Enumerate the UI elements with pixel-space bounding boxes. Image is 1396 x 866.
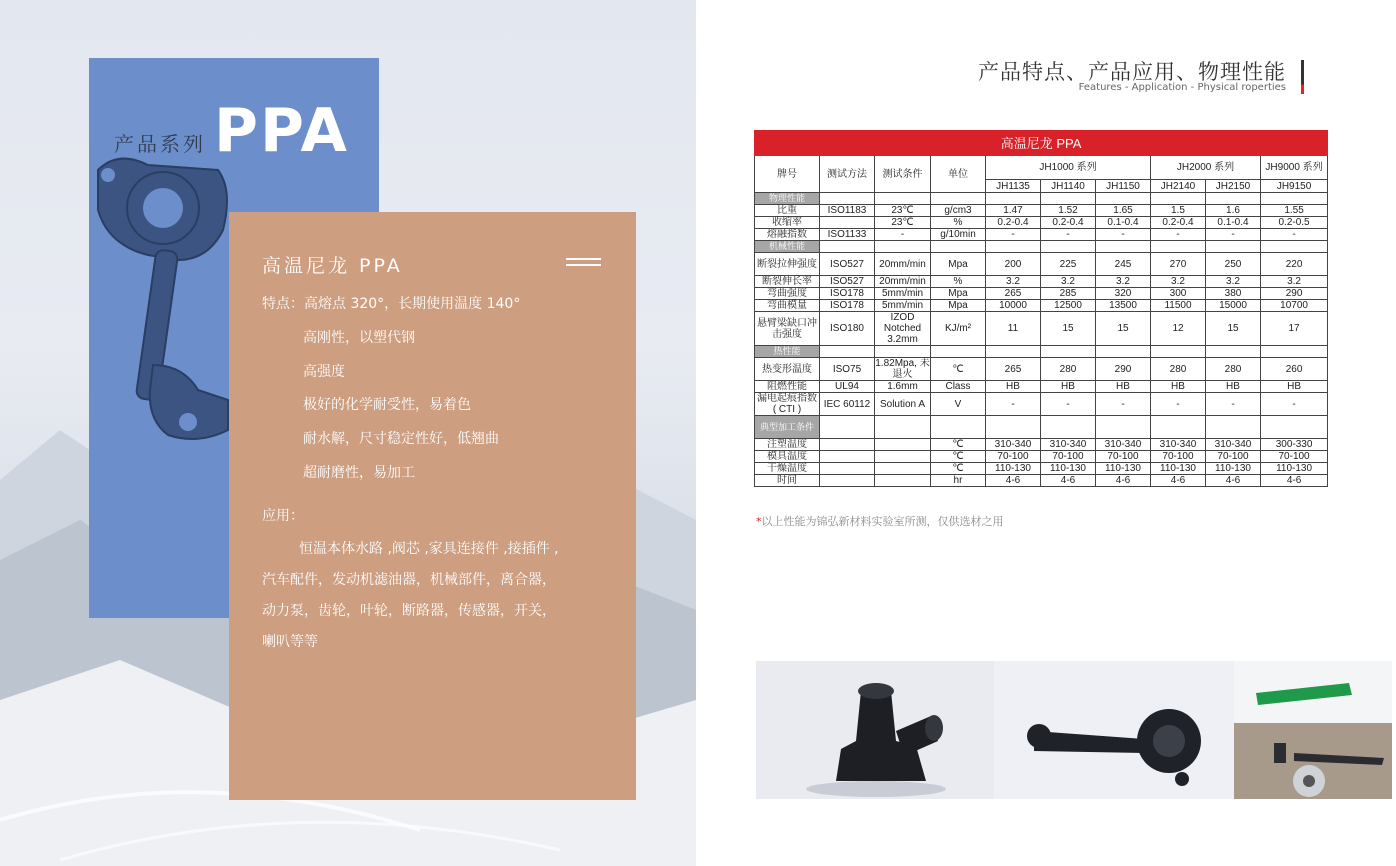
cell-test-method bbox=[820, 439, 875, 451]
empty-cell bbox=[875, 346, 931, 358]
header-test-method: 测试方法 bbox=[820, 156, 875, 193]
empty-cell bbox=[820, 241, 875, 253]
cell-jh9150: 260 bbox=[1261, 358, 1328, 381]
empty-cell bbox=[1261, 346, 1328, 358]
header-test-condition: 测试条件 bbox=[875, 156, 931, 193]
empty-cell bbox=[1041, 241, 1096, 253]
empty-cell bbox=[875, 241, 931, 253]
cell-jh2140: 1.5 bbox=[1151, 205, 1206, 217]
cell-jh2150: 3.2 bbox=[1206, 276, 1261, 288]
cell-jh2150: - bbox=[1206, 393, 1261, 416]
cell-unit: Mpa bbox=[931, 300, 986, 312]
application-line: 汽车配件，发动机滤油器，机械部件，离合器， bbox=[262, 572, 556, 588]
cell-test-method bbox=[820, 463, 875, 475]
cell-jh2140: 280 bbox=[1151, 358, 1206, 381]
cell-jh2140: - bbox=[1151, 393, 1206, 416]
cell-unit: % bbox=[931, 276, 986, 288]
cell-unit: Mpa bbox=[931, 253, 986, 276]
cell-jh1135: 110-130 bbox=[986, 463, 1041, 475]
cell-jh2140: 70-100 bbox=[1151, 451, 1206, 463]
cell-jh2140: 300 bbox=[1151, 288, 1206, 300]
cell-test-method: ISO178 bbox=[820, 288, 875, 300]
cell-property: 断裂伸长率 bbox=[755, 276, 820, 288]
empty-cell bbox=[1206, 346, 1261, 358]
series-name: PPA bbox=[214, 96, 349, 166]
table-row bbox=[755, 229, 1328, 241]
cell-jh2150: 70-100 bbox=[1206, 451, 1261, 463]
header-grade-jh2150: JH2150 bbox=[1206, 180, 1261, 193]
cell-jh1135: 70-100 bbox=[986, 451, 1041, 463]
cell-jh9150: 300-330 bbox=[1261, 439, 1328, 451]
panel-title: 高温尼龙 PPA bbox=[262, 255, 403, 277]
table-row bbox=[755, 381, 1328, 393]
cell-test-condition: 23℃ bbox=[875, 217, 931, 229]
cell-test-condition bbox=[875, 463, 931, 475]
cell-test-condition: 20mm/min bbox=[875, 276, 931, 288]
cell-jh2150: 110-130 bbox=[1206, 463, 1261, 475]
header-series-jh1000: JH1000 系列 bbox=[986, 156, 1151, 180]
cell-jh1135: 0.2-0.4 bbox=[986, 217, 1041, 229]
cell-jh1135: - bbox=[986, 393, 1041, 416]
cell-jh9150: - bbox=[1261, 393, 1328, 416]
cell-property: 阻燃性能 bbox=[755, 381, 820, 393]
table-row bbox=[755, 358, 1328, 381]
page-subtitle: Features - Application - Physical roperties bbox=[1078, 82, 1286, 93]
section-label: 典型加工条件 bbox=[755, 416, 820, 439]
title-accent-bar bbox=[1301, 60, 1304, 94]
header-grade-jh1140: JH1140 bbox=[1041, 180, 1096, 193]
table-row bbox=[755, 288, 1328, 300]
cell-jh2140: 310-340 bbox=[1151, 439, 1206, 451]
empty-cell bbox=[1261, 416, 1328, 439]
cell-jh2140: 270 bbox=[1151, 253, 1206, 276]
cell-unit: ℃ bbox=[931, 439, 986, 451]
cell-jh1140: - bbox=[1041, 229, 1096, 241]
empty-cell bbox=[931, 346, 986, 358]
empty-cell bbox=[1261, 241, 1328, 253]
cell-test-condition bbox=[875, 439, 931, 451]
page-title: 产品特点、产品应用、物理性能 bbox=[978, 60, 1286, 84]
application-line: 动力泵，齿轮，叶轮，断路器，传感器，开关， bbox=[262, 603, 556, 619]
product-photo-clutch-bearing bbox=[994, 661, 1234, 799]
empty-cell bbox=[1096, 346, 1151, 358]
section-label: 机械性能 bbox=[755, 241, 820, 253]
cell-jh2140: 3.2 bbox=[1151, 276, 1206, 288]
cell-jh1135: - bbox=[986, 229, 1041, 241]
cell-test-method bbox=[820, 451, 875, 463]
cell-jh9150: 17 bbox=[1261, 312, 1328, 346]
section-row bbox=[755, 346, 1328, 358]
cell-jh1140: 110-130 bbox=[1041, 463, 1096, 475]
empty-cell bbox=[1096, 241, 1151, 253]
empty-cell bbox=[1096, 416, 1151, 439]
cell-jh9150: 4-6 bbox=[1261, 475, 1328, 487]
cell-jh1150: 290 bbox=[1096, 358, 1151, 381]
cell-test-condition bbox=[875, 451, 931, 463]
cell-property: 干燥温度 bbox=[755, 463, 820, 475]
cell-property: 收缩率 bbox=[755, 217, 820, 229]
empty-cell bbox=[875, 193, 931, 205]
cell-unit: ℃ bbox=[931, 358, 986, 381]
header-grade: 牌号 bbox=[755, 156, 820, 193]
cell-test-condition: 5mm/min bbox=[875, 300, 931, 312]
cell-jh1135: 3.2 bbox=[986, 276, 1041, 288]
cell-jh1140: 12500 bbox=[1041, 300, 1096, 312]
cell-unit: Class bbox=[931, 381, 986, 393]
cell-jh1140: 3.2 bbox=[1041, 276, 1096, 288]
cell-jh2150: 250 bbox=[1206, 253, 1261, 276]
empty-cell bbox=[1151, 416, 1206, 439]
table-row bbox=[755, 463, 1328, 475]
cell-jh1140: 310-340 bbox=[1041, 439, 1096, 451]
cell-unit: hr bbox=[931, 475, 986, 487]
application-line: 喇叭等等 bbox=[262, 634, 318, 650]
empty-cell bbox=[1041, 193, 1096, 205]
cell-test-condition: 1.82Mpa, 未退火 bbox=[875, 358, 930, 380]
empty-cell bbox=[1041, 346, 1096, 358]
header-series-jh9000: JH9000 系列 bbox=[1261, 156, 1328, 180]
cell-test-method bbox=[820, 217, 875, 229]
table-row bbox=[755, 451, 1328, 463]
cell-test-method: UL94 bbox=[820, 381, 875, 393]
cell-jh1135: 310-340 bbox=[986, 439, 1041, 451]
cell-jh2150: 15 bbox=[1206, 312, 1261, 346]
empty-cell bbox=[820, 416, 875, 439]
empty-cell bbox=[1151, 346, 1206, 358]
application-line: 恒温本体水路 ,阀芯 ,家具连接件 ,接插件 , bbox=[299, 541, 559, 557]
empty-cell bbox=[875, 416, 931, 439]
menu-lines-icon bbox=[566, 258, 601, 270]
cell-test-method: ISO1183 bbox=[820, 205, 875, 217]
cell-jh2150: 4-6 bbox=[1206, 475, 1261, 487]
table-row bbox=[755, 300, 1328, 312]
cell-test-method: ISO1133 bbox=[820, 229, 875, 241]
cell-test-method: ISO180 bbox=[820, 312, 875, 346]
product-photo-green-comb bbox=[1234, 661, 1392, 723]
cell-jh2140: HB bbox=[1151, 381, 1206, 393]
cell-jh1135: 265 bbox=[986, 288, 1041, 300]
cell-jh2140: 0.2-0.4 bbox=[1151, 217, 1206, 229]
cell-test-method bbox=[820, 475, 875, 487]
cell-jh1150: 4-6 bbox=[1096, 475, 1151, 487]
cell-jh1140: HB bbox=[1041, 381, 1096, 393]
footnote-star: * bbox=[756, 515, 762, 528]
cell-unit: Mpa bbox=[931, 288, 986, 300]
cell-jh1150: 320 bbox=[1096, 288, 1151, 300]
empty-cell bbox=[1261, 193, 1328, 205]
left-page bbox=[0, 0, 696, 866]
footnote-text: 以上性能为锦弘新材料实验室所测，仅供选材之用 bbox=[761, 515, 1004, 528]
cell-jh1150: 310-340 bbox=[1096, 439, 1151, 451]
feature-item: 高刚性，以塑代钢 bbox=[303, 330, 415, 346]
section-row bbox=[755, 241, 1328, 253]
cell-test-condition: 1.6mm bbox=[875, 381, 931, 393]
cell-property: 热变形温度 bbox=[755, 358, 820, 381]
section-row bbox=[755, 193, 1328, 205]
cell-jh9150: HB bbox=[1261, 381, 1328, 393]
cell-jh1150: 3.2 bbox=[1096, 276, 1151, 288]
cell-jh1135: 4-6 bbox=[986, 475, 1041, 487]
cell-test-condition: 20mm/min bbox=[875, 253, 931, 276]
header-series-jh2000: JH2000 系列 bbox=[1151, 156, 1261, 180]
cell-property: 比重 bbox=[755, 205, 820, 217]
cell-jh1150: 1.65 bbox=[1096, 205, 1151, 217]
empty-cell bbox=[986, 416, 1041, 439]
empty-cell bbox=[986, 346, 1041, 358]
table-row bbox=[755, 205, 1328, 217]
cell-jh1150: 245 bbox=[1096, 253, 1151, 276]
cell-jh1150: 15 bbox=[1096, 312, 1151, 346]
cell-jh9150: 110-130 bbox=[1261, 463, 1328, 475]
feature-item: 高强度 bbox=[303, 364, 345, 380]
cell-jh2150: - bbox=[1206, 229, 1261, 241]
cell-jh2150: 0.1-0.4 bbox=[1206, 217, 1261, 229]
section-row bbox=[755, 416, 1328, 439]
cell-jh1150: 13500 bbox=[1096, 300, 1151, 312]
table-row bbox=[755, 439, 1328, 451]
cell-property: 漏电起痕指数 ( CTI ) bbox=[755, 393, 820, 416]
cell-unit: ℃ bbox=[931, 463, 986, 475]
feature-item: 超耐磨性，易加工 bbox=[303, 465, 415, 481]
table-row bbox=[755, 393, 1328, 416]
cell-jh2150: 15000 bbox=[1206, 300, 1261, 312]
table-title: 高温尼龙 PPA bbox=[755, 131, 1328, 156]
properties-table bbox=[754, 130, 1328, 487]
empty-cell bbox=[931, 241, 986, 253]
cell-test-condition: Solution A bbox=[875, 393, 931, 416]
cell-unit: ℃ bbox=[931, 451, 986, 463]
product-photo-knob-parts bbox=[1234, 723, 1392, 799]
cell-jh1140: 70-100 bbox=[1041, 451, 1096, 463]
cell-jh2140: 110-130 bbox=[1151, 463, 1206, 475]
cell-jh9150: - bbox=[1261, 229, 1328, 241]
cell-jh1140: 280 bbox=[1041, 358, 1096, 381]
cell-jh1140: 225 bbox=[1041, 253, 1096, 276]
cell-jh2140: 12 bbox=[1151, 312, 1206, 346]
cell-test-condition: - bbox=[875, 229, 931, 241]
cell-test-method: ISO527 bbox=[820, 253, 875, 276]
product-photo-water-fitting bbox=[756, 661, 994, 799]
cell-test-condition bbox=[875, 475, 931, 487]
cell-jh1140: 4-6 bbox=[1041, 475, 1096, 487]
footnote bbox=[756, 513, 1004, 529]
cell-jh2150: 1.6 bbox=[1206, 205, 1261, 217]
section-label: 物理性能 bbox=[755, 193, 820, 205]
cell-jh9150: 10700 bbox=[1261, 300, 1328, 312]
cell-jh2150: HB bbox=[1206, 381, 1261, 393]
empty-cell bbox=[1206, 241, 1261, 253]
empty-cell bbox=[986, 193, 1041, 205]
cell-jh1140: 285 bbox=[1041, 288, 1096, 300]
empty-cell bbox=[820, 346, 875, 358]
cell-unit: g/cm3 bbox=[931, 205, 986, 217]
cell-unit: KJ/m² bbox=[931, 312, 986, 346]
cell-jh1150: 110-130 bbox=[1096, 463, 1151, 475]
cell-property: 注塑温度 bbox=[755, 439, 820, 451]
header-grade-jh2140: JH2140 bbox=[1151, 180, 1206, 193]
cell-jh1135: 265 bbox=[986, 358, 1041, 381]
cell-jh9150: 70-100 bbox=[1261, 451, 1328, 463]
cell-jh1135: 200 bbox=[986, 253, 1041, 276]
empty-cell bbox=[931, 416, 986, 439]
table-row bbox=[755, 312, 1328, 346]
table-row bbox=[755, 475, 1328, 487]
cell-test-condition: 23℃ bbox=[875, 205, 931, 217]
cell-jh2140: - bbox=[1151, 229, 1206, 241]
empty-cell bbox=[820, 193, 875, 205]
cell-property: 模具温度 bbox=[755, 451, 820, 463]
cell-unit: % bbox=[931, 217, 986, 229]
cell-jh9150: 220 bbox=[1261, 253, 1328, 276]
cell-jh1150: HB bbox=[1096, 381, 1151, 393]
cell-jh9150: 290 bbox=[1261, 288, 1328, 300]
cell-property: 时间 bbox=[755, 475, 820, 487]
header-grade-jh9150: JH9150 bbox=[1261, 180, 1328, 193]
feature-intro: 特点：高熔点 320°，长期使用温度 140° bbox=[262, 296, 521, 312]
product-photos bbox=[756, 661, 1392, 799]
cell-jh1135: 10000 bbox=[986, 300, 1041, 312]
feature-item: 耐水解，尺寸稳定性好，低翘曲 bbox=[303, 431, 499, 447]
cell-test-method: IEC 60112 bbox=[820, 393, 875, 416]
cell-jh2150: 380 bbox=[1206, 288, 1261, 300]
cell-jh1135: HB bbox=[986, 381, 1041, 393]
cell-jh2140: 11500 bbox=[1151, 300, 1206, 312]
cell-property: 悬臂梁缺口冲击强度 bbox=[755, 312, 820, 346]
cell-jh1140: 0.2-0.4 bbox=[1041, 217, 1096, 229]
cell-jh1150: - bbox=[1096, 229, 1151, 241]
cell-jh9150: 0.2-0.5 bbox=[1261, 217, 1328, 229]
cell-jh9150: 1.55 bbox=[1261, 205, 1328, 217]
empty-cell bbox=[1096, 193, 1151, 205]
cell-jh2150: 280 bbox=[1206, 358, 1261, 381]
empty-cell bbox=[1151, 241, 1206, 253]
cell-jh1135: 11 bbox=[986, 312, 1041, 346]
cell-jh2150: 310-340 bbox=[1206, 439, 1261, 451]
cell-jh1135: 1.47 bbox=[986, 205, 1041, 217]
empty-cell bbox=[1206, 416, 1261, 439]
cell-unit: g/10min bbox=[931, 229, 986, 241]
empty-cell bbox=[1041, 416, 1096, 439]
clutch-bearing-part-image bbox=[88, 150, 238, 450]
header-grade-jh1150: JH1150 bbox=[1096, 180, 1151, 193]
cell-property: 熔融指数 bbox=[755, 229, 820, 241]
cell-test-method: ISO178 bbox=[820, 300, 875, 312]
cell-test-method: ISO527 bbox=[820, 276, 875, 288]
header-unit: 单位 bbox=[931, 156, 986, 193]
application-label: 应用： bbox=[262, 508, 304, 524]
section-label: 热性能 bbox=[755, 346, 820, 358]
cell-jh1140: - bbox=[1041, 393, 1096, 416]
cell-jh1140: 15 bbox=[1041, 312, 1096, 346]
cell-property: 断裂拉伸强度 bbox=[755, 253, 820, 276]
table-row bbox=[755, 217, 1328, 229]
cell-property: 弯曲强度 bbox=[755, 288, 820, 300]
empty-cell bbox=[986, 241, 1041, 253]
table-row bbox=[755, 276, 1328, 288]
cell-jh1150: 70-100 bbox=[1096, 451, 1151, 463]
header-grade-jh1135: JH1135 bbox=[986, 180, 1041, 193]
cell-jh2140: 4-6 bbox=[1151, 475, 1206, 487]
cell-jh1150: - bbox=[1096, 393, 1151, 416]
cell-unit: V bbox=[931, 393, 986, 416]
cell-jh9150: 3.2 bbox=[1261, 276, 1328, 288]
cell-jh1150: 0.1-0.4 bbox=[1096, 217, 1151, 229]
cell-test-condition: IZOD Notched 3.2mm bbox=[875, 312, 931, 346]
series-label: 产品系列 bbox=[114, 132, 206, 156]
feature-item: 极好的化学耐受性，易着色 bbox=[303, 397, 471, 413]
empty-cell bbox=[1206, 193, 1261, 205]
cell-test-method: ISO75 bbox=[820, 358, 875, 381]
empty-cell bbox=[931, 193, 986, 205]
empty-cell bbox=[1151, 193, 1206, 205]
cell-test-condition: 5mm/min bbox=[875, 288, 931, 300]
cell-property: 弯曲模量 bbox=[755, 300, 820, 312]
cell-jh1140: 1.52 bbox=[1041, 205, 1096, 217]
table-row bbox=[755, 253, 1328, 276]
